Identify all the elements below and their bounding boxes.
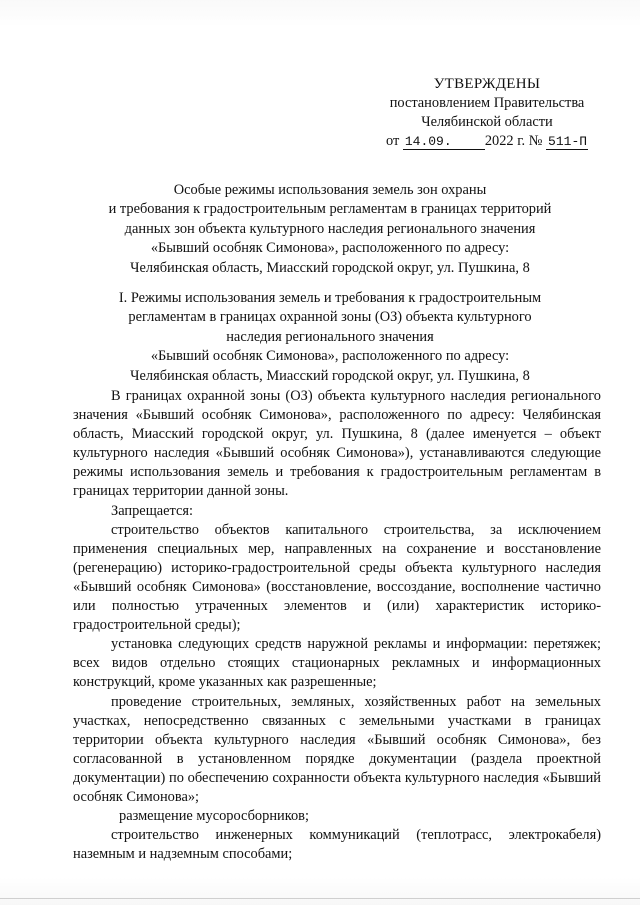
- section-line: I. Режимы использования земель и требования к градостроительным: [118, 290, 542, 306]
- approval-stamp: [372, 75, 602, 151]
- title-line: и требования к градостроительным регламентам в границах территорий: [108, 201, 552, 218]
- title-line: Челябинская область, Миасский городской округ, ул. Пушкина, 8: [130, 259, 530, 276]
- prohibition-item: проведение строительных, земляных, хозяйственных работ на земельных участках, непосредственно связанных с земельными участками в границах территории объекта культурного наследия «Бывший особняк Симонова», без согласованной в установленном порядке документации (раздела проектной документации) по обеспечению сохранности объекта культурного наследия «Бывший особняк Симонова»;: [73, 693, 601, 805]
- title-line: данных зон объекта культурного наследия регионального значения: [124, 220, 536, 237]
- date-prefix: от: [385, 133, 400, 149]
- approval-line: Челябинской области: [421, 114, 553, 130]
- title-line: Особые режимы использования земель зон охраны: [173, 182, 487, 198]
- decree-number: 511-П: [548, 134, 588, 149]
- year-text: 2022 г. №: [484, 133, 543, 149]
- body-text: [73, 387, 601, 864]
- prohibition-item: строительство инженерных коммуникаций (теплотрасс, электрокабеля) наземным и надземным способами;: [73, 827, 601, 863]
- page-edge-divider: [0, 898, 640, 899]
- section-line: регламентам в границах охранной зоны (ОЗ) объекта культурного: [128, 309, 532, 326]
- intro-paragraph: В границах охранной зоны (ОЗ) объекта культурного наследия регионального значения «Бывший особняк Симонова», расположенного по адресу: Челябинская область, Миасский городской округ, ул. Пушкина, 8 (далее именуется – объект культурного наследия «Бывший особняк Симонова»), устанавливаются следующие режимы использования земель и требования к градостроительным регламентам в границах территории данной зоны.: [73, 388, 601, 500]
- section-line: «Бывший особняк Симонова», расположенного по адресу:: [150, 348, 510, 365]
- section-heading: [80, 289, 580, 386]
- approval-line: постановлением Правительства: [389, 95, 585, 111]
- prohibited-label: Запрещается:: [111, 502, 194, 519]
- section-line: Челябинская область, Миасский городской округ, ул. Пушкина, 8: [130, 367, 530, 384]
- approval-heading: УТВЕРЖДЕНЫ: [433, 76, 541, 92]
- prohibition-item: установка следующих средств наружной рекламы и информации: перетяжек; всех видов отдельно стоящих стационарных рекламных и информационных конструкций, кроме указанных как разрешенные;: [73, 636, 601, 691]
- prohibition-item: размещение мусоросборников;: [119, 808, 309, 825]
- date-value: 14.09.: [403, 134, 485, 150]
- section-line: наследия регионального значения: [226, 328, 434, 345]
- document-title: [80, 181, 580, 278]
- title-line: «Бывший особняк Симонова», расположенного по адресу:: [150, 240, 510, 257]
- approval-date-line: [372, 132, 602, 151]
- prohibition-item: строительство объектов капитального строительства, за исключением применения специальных мер, направленных на сохранение и восстановление (регенерацию) историко-градостроительной среды объекта культурного наследия «Бывший особняк Симонова» (восстановление, воссоздание, восполнение частично или полностью утраченных элементов и (или) характеристик историко-градостроительной среды);: [73, 521, 601, 634]
